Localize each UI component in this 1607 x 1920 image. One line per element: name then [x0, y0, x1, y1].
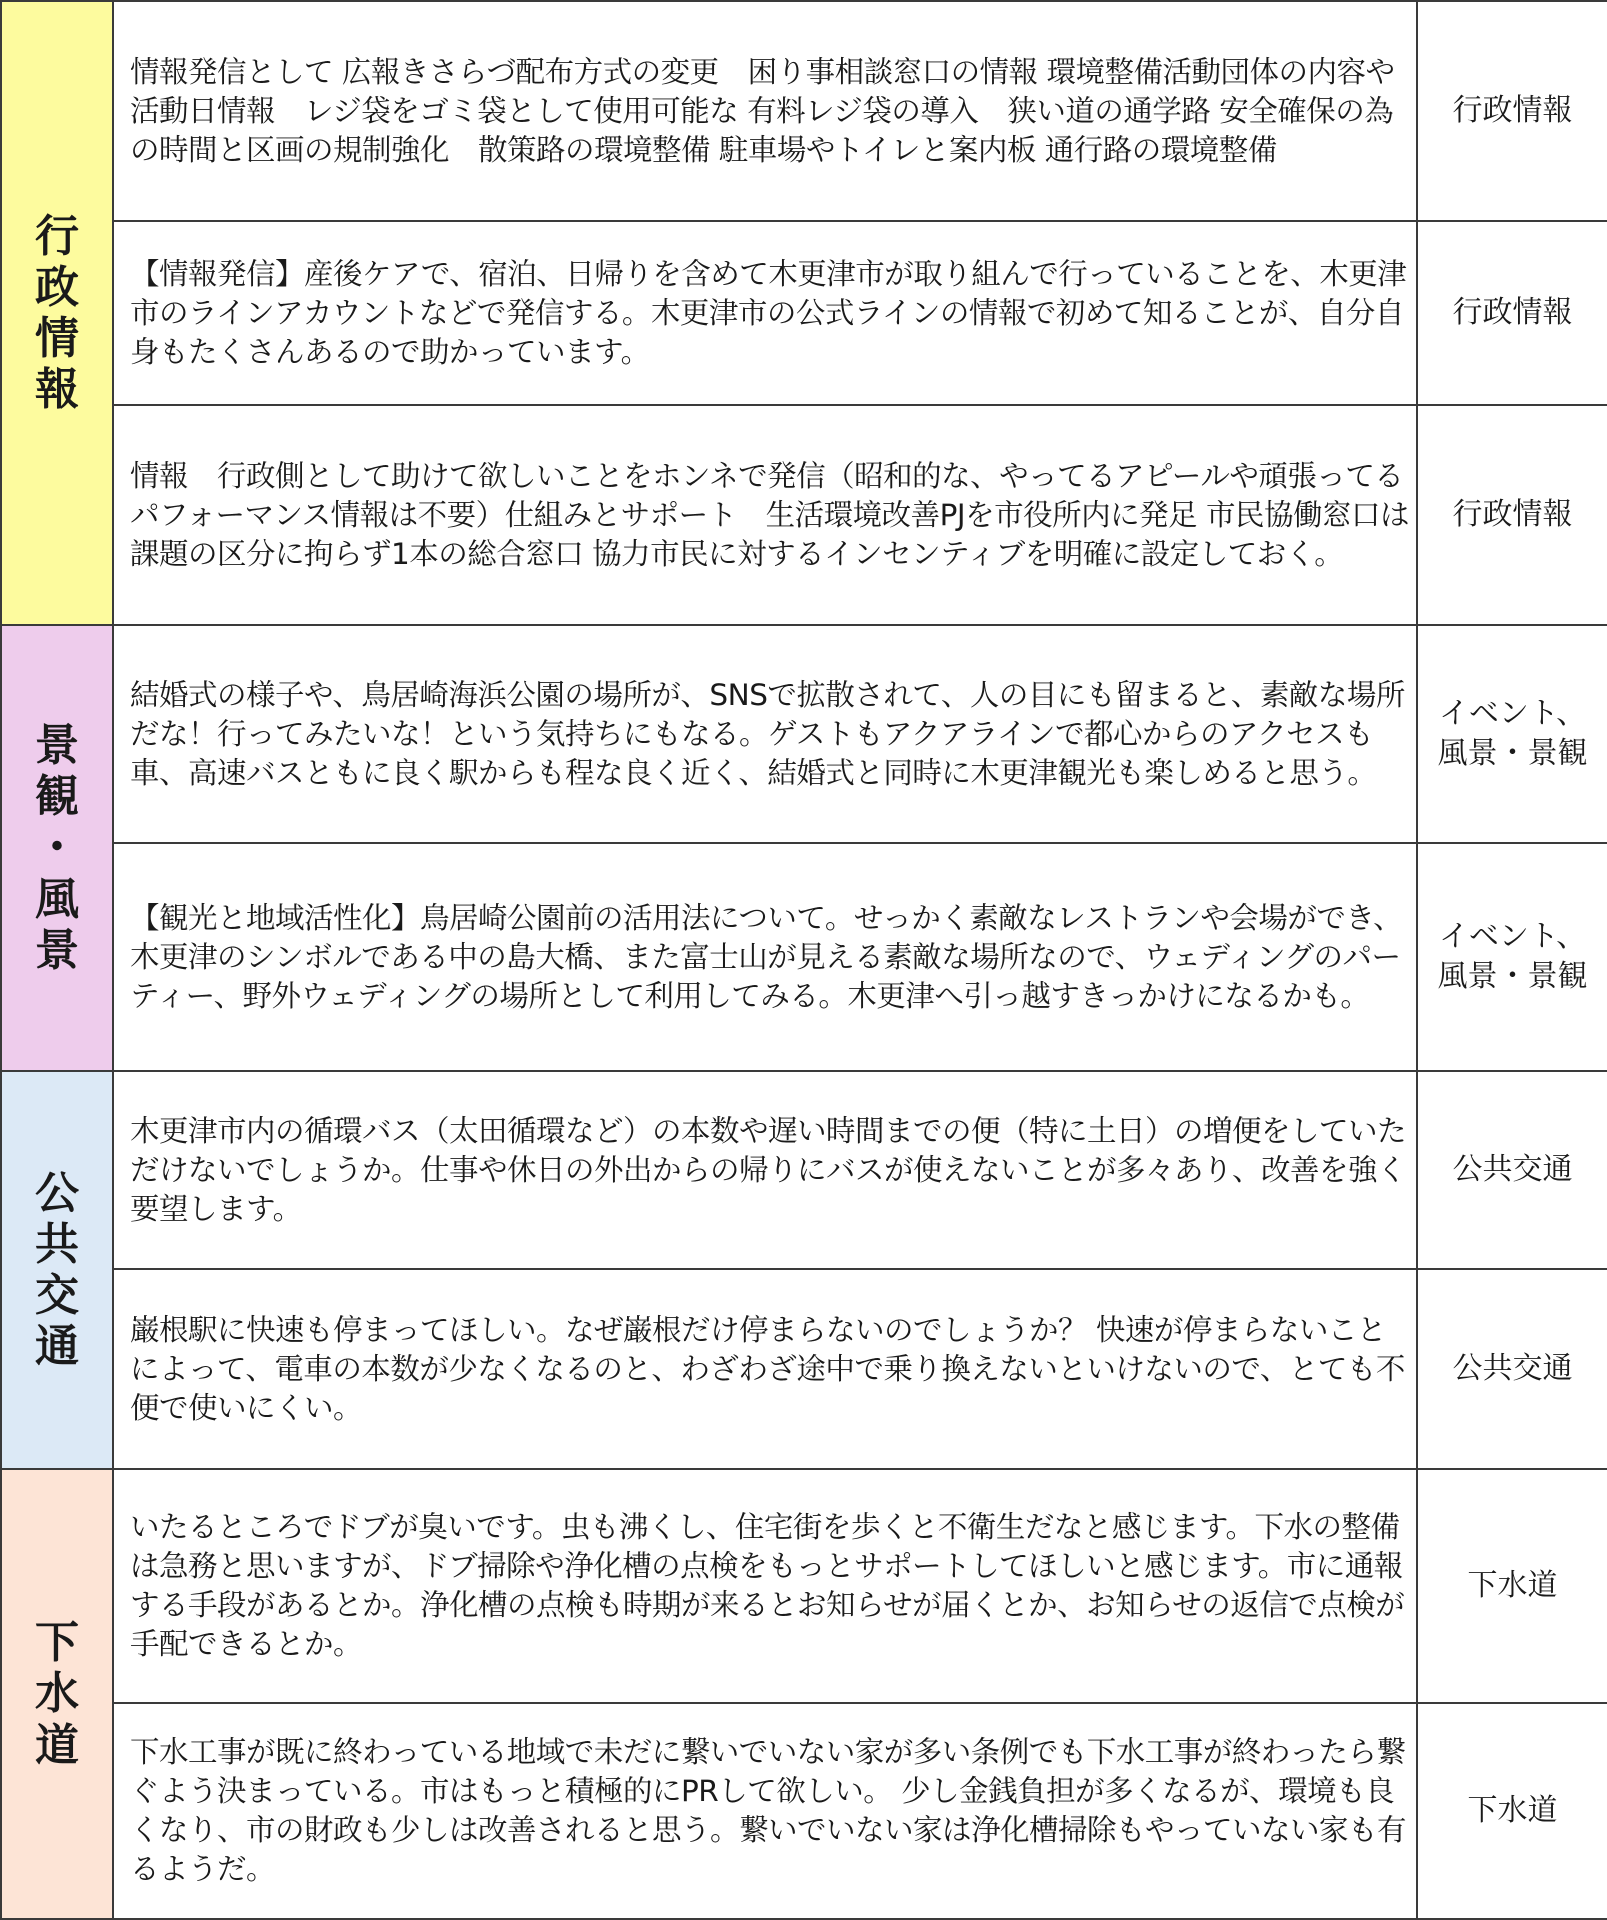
- opinion-cell: [113, 1703, 1417, 1919]
- tag-label: 行政情報: [1452, 295, 1573, 330]
- tag-cell: [1417, 625, 1607, 843]
- tag-label: 行政情報: [1452, 497, 1573, 532]
- opinion-text: 【観光と地域活性化】鳥居崎公園前の活用法について。せっかく素敵なレストランや会場ができ、木更津のシンボルである中の島大橋、また富士山が見える素敵な場所なので、ウェディングのパーティー、野外ウェディングの場所として利用してみる。木更津へ引っ越すきっかけになるかも。: [130, 900, 1403, 1013]
- tag-cell: [1417, 1, 1607, 221]
- opinion-cell: [113, 1071, 1417, 1269]
- tag-label: 行政情報: [1452, 93, 1573, 128]
- opinion-text: 情報 行政側として助けて欲しいことをホンネで発信（昭和的な、やってるアピールや頑張ってるパフォーマンス情報は不要）仕組みとサポート 生活環境改善PJを市役所内に発足 市民協働窓口は課題の区分に拘らず1本の総合窓口 協力市民に対するインセンティブを明確に設定しておく。: [130, 458, 1410, 571]
- tag-cell: [1417, 843, 1607, 1071]
- category-cell-sewerage: [1, 1469, 113, 1919]
- opinion-text: 木更津市内の循環バス（太田循環など）の本数や遅い時間までの便（特に土日）の増便をしていただけないでしょうか。仕事や休日の外出からの帰りにバスが使えないことが多々あり、改善を強く要望します。: [130, 1113, 1407, 1226]
- category-label: 公 共 交 通: [35, 1167, 79, 1373]
- opinion-cell: [113, 843, 1417, 1071]
- opinion-cell: [113, 1, 1417, 221]
- tag-label: 下水道: [1467, 1568, 1558, 1603]
- category-label: 下 水 道: [35, 1617, 79, 1771]
- tag-cell: [1417, 1071, 1607, 1269]
- tag-label: 下水道: [1467, 1793, 1558, 1828]
- opinion-cell: [113, 221, 1417, 405]
- opinion-text: いたるところでドブが臭いです。虫も沸くし、住宅街を歩くと不衛生だなと感じます。下水の整備は急務と思いますが、ドブ掃除や浄化槽の点検をもっとサポートしてほしいと感じます。市に通報する手段があるとか。浄化槽の点検も時期が来るとお知らせが届くとか、お知らせの返信で点検が手配できるとか。: [130, 1510, 1405, 1661]
- table-row: [1, 1071, 1607, 1269]
- tag-label: イベント、 風景・景観: [1437, 696, 1588, 771]
- table-row: [1, 1, 1607, 221]
- category-cell-public-transit: [1, 1071, 113, 1469]
- table-row: [1, 843, 1607, 1071]
- opinion-cell: [113, 1469, 1417, 1703]
- opinion-cell: [113, 625, 1417, 843]
- table-row: [1, 1269, 1607, 1469]
- category-cell-scenery: [1, 625, 113, 1071]
- category-cell-admin-info: [1, 1, 113, 625]
- tag-cell: [1417, 221, 1607, 405]
- tag-label: 公共交通: [1452, 1351, 1573, 1386]
- tag-label: 公共交通: [1452, 1152, 1573, 1187]
- table-row: [1, 1469, 1607, 1703]
- category-label: 行 政 情 報: [35, 210, 79, 416]
- table-row: [1, 405, 1607, 625]
- category-label: 景 観 ・ 風 景: [35, 720, 79, 976]
- opinion-cell: [113, 405, 1417, 625]
- table-row: [1, 1703, 1607, 1919]
- tag-cell: [1417, 405, 1607, 625]
- opinion-text: 【情報発信】産後ケアで、宿泊、日帰りを含めて木更津市が取り組んで行っていることを、木更津市のラインアカウントなどで発信する。木更津市の公式ラインの情報で初めて知ることが、自分自身もたくさんあるので助かっています。: [130, 256, 1407, 369]
- table-row: [1, 221, 1607, 405]
- opinion-text: 情報発信として 広報きさらづ配布方式の変更 困り事相談窓口の情報 環境整備活動団体の内容や活動日情報 レジ袋をゴミ袋として使用可能な 有料レジ袋の導入 狭い道の通学路 安全確保の為の時間と区画の規制強化 散策路の環境整備 駐車場やトイレと案内板 通行路の環境整備: [130, 54, 1395, 167]
- opinion-text: 結婚式の様子や、鳥居崎海浜公園の場所が、SNSで拡散されて、人の目にも留まると、素敵な場所だな！行ってみたいな！という気持ちにもなる。ゲストもアクアラインで都心からのアクセスも車、高速バスともに良く駅からも程な良く近く、結婚式と同時に木更津観光も楽しめると思う。: [130, 677, 1405, 790]
- opinion-text: 下水工事が既に終わっている地域で未だに繋いでいない家が多い条例でも下水工事が終わったら繋ぐよう決まっている。市はもっと積極的にPRして欲しい。 少し金銭負担が多くなるが、環境も良くなり、市の財政も少しは改善されると思う。繋いでいない家は浄化槽掃除もやっていない家も有るようだ。: [130, 1735, 1407, 1886]
- tag-cell: [1417, 1469, 1607, 1703]
- tag-cell: [1417, 1269, 1607, 1469]
- opinion-text: 巌根駅に快速も停まってほしい。なぜ巌根だけ停まらないのでしょうか？ 快速が停まらないことによって、電車の本数が少なくなるのと、わざわざ途中で乗り換えないといけないので、とても不便で使いにくい。: [130, 1312, 1405, 1425]
- tag-label: イベント、 風景・景観: [1437, 919, 1588, 994]
- tag-cell: [1417, 1703, 1607, 1919]
- opinion-cell: [113, 1269, 1417, 1469]
- table-row: [1, 625, 1607, 843]
